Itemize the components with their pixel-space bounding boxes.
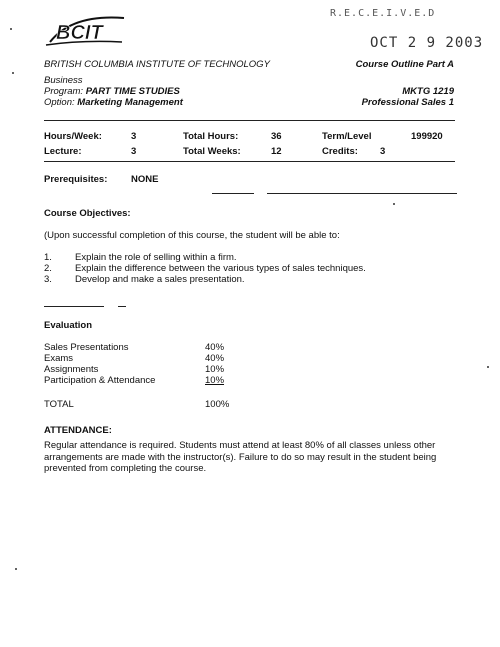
evaluation-label: Assignments xyxy=(44,364,99,375)
objective-number: 1. xyxy=(44,252,52,263)
bcit-logo xyxy=(42,12,130,50)
scan-speck xyxy=(393,203,395,205)
objective-number: 3. xyxy=(44,274,52,285)
evaluation-label: Participation & Attendance xyxy=(44,375,156,386)
evaluation-total-value: 100% xyxy=(205,399,230,410)
received-stamp: R.E.C.E.I.V.E.D xyxy=(330,8,436,19)
header-divider xyxy=(44,120,455,121)
objective-text: Explain the role of selling within a firm. xyxy=(75,252,237,263)
course-outline-label: Course Outline Part A xyxy=(355,59,454,70)
evaluation-label: Exams xyxy=(44,353,74,364)
scan-speck xyxy=(15,568,17,570)
course-code: MKTG 1219 xyxy=(402,86,454,97)
evaluation-value: 40% xyxy=(205,353,225,364)
evaluation-value: 10% xyxy=(205,375,225,386)
prerequisites-label: Prerequisites: xyxy=(44,174,108,185)
info-divider xyxy=(44,161,455,162)
credits-label: Credits: xyxy=(322,146,358,157)
attendance-heading: ATTENDANCE: xyxy=(44,425,112,436)
option-value: Marketing Management xyxy=(77,97,183,108)
objectives-divider-short xyxy=(118,306,126,307)
evaluation-value: 40% xyxy=(205,342,225,353)
program-label: Program: xyxy=(44,86,84,97)
term-level-label: Term/Level xyxy=(322,131,372,142)
scan-speck xyxy=(12,72,14,74)
objectives-intro: (Upon successful completion of this course, the student will be able to: xyxy=(44,230,340,241)
total-weeks-label: Total Weeks: xyxy=(183,146,241,157)
objective-text: Develop and make a sales presentation. xyxy=(75,274,245,285)
evaluation-label: Sales Presentations xyxy=(44,342,129,353)
evaluation-value: 10% xyxy=(205,364,225,375)
objective-number: 2. xyxy=(44,263,52,274)
objectives-heading: Course Objectives: xyxy=(44,208,131,219)
scan-speck xyxy=(487,366,489,368)
hours-week-value: 3 xyxy=(131,131,137,142)
evaluation-total-label: TOTAL xyxy=(44,399,74,410)
course-name: Professional Sales 1 xyxy=(361,97,454,108)
prerequisites-value: NONE xyxy=(131,174,159,185)
prereq-divider-short xyxy=(212,193,254,194)
svg-text:BCIT: BCIT xyxy=(56,22,103,44)
lecture-value: 3 xyxy=(131,146,137,157)
objective-text: Explain the difference between the various types of sales techniques. xyxy=(75,263,366,274)
option-line xyxy=(44,97,183,108)
school-name: Business xyxy=(44,75,83,86)
received-date-stamp: OCT 2 9 2003 xyxy=(370,35,484,51)
evaluation-heading: Evaluation xyxy=(44,320,93,331)
institution-name: BRITISH COLUMBIA INSTITUTE OF TECHNOLOGY xyxy=(44,59,270,70)
term-level-value: 199920 xyxy=(411,131,443,142)
objectives-divider xyxy=(44,306,104,307)
option-label: Option: xyxy=(44,97,75,108)
credits-value: 3 xyxy=(380,146,386,157)
total-hours-label: Total Hours: xyxy=(183,131,239,142)
lecture-label: Lecture: xyxy=(44,146,82,157)
attendance-text: Regular attendance is required. Students must attend at least 80% of all classes unless other arrangements are made with the instructor(s). Failure to do so may result in the student being prevented from completing the course. xyxy=(44,440,437,474)
hours-week-label: Hours/Week: xyxy=(44,131,102,142)
total-weeks-value: 12 xyxy=(271,146,282,157)
program-value: PART TIME STUDIES xyxy=(85,86,180,97)
program-line xyxy=(44,86,180,97)
scan-speck xyxy=(10,28,12,30)
prereq-divider xyxy=(267,193,457,194)
total-hours-value: 36 xyxy=(271,131,282,142)
